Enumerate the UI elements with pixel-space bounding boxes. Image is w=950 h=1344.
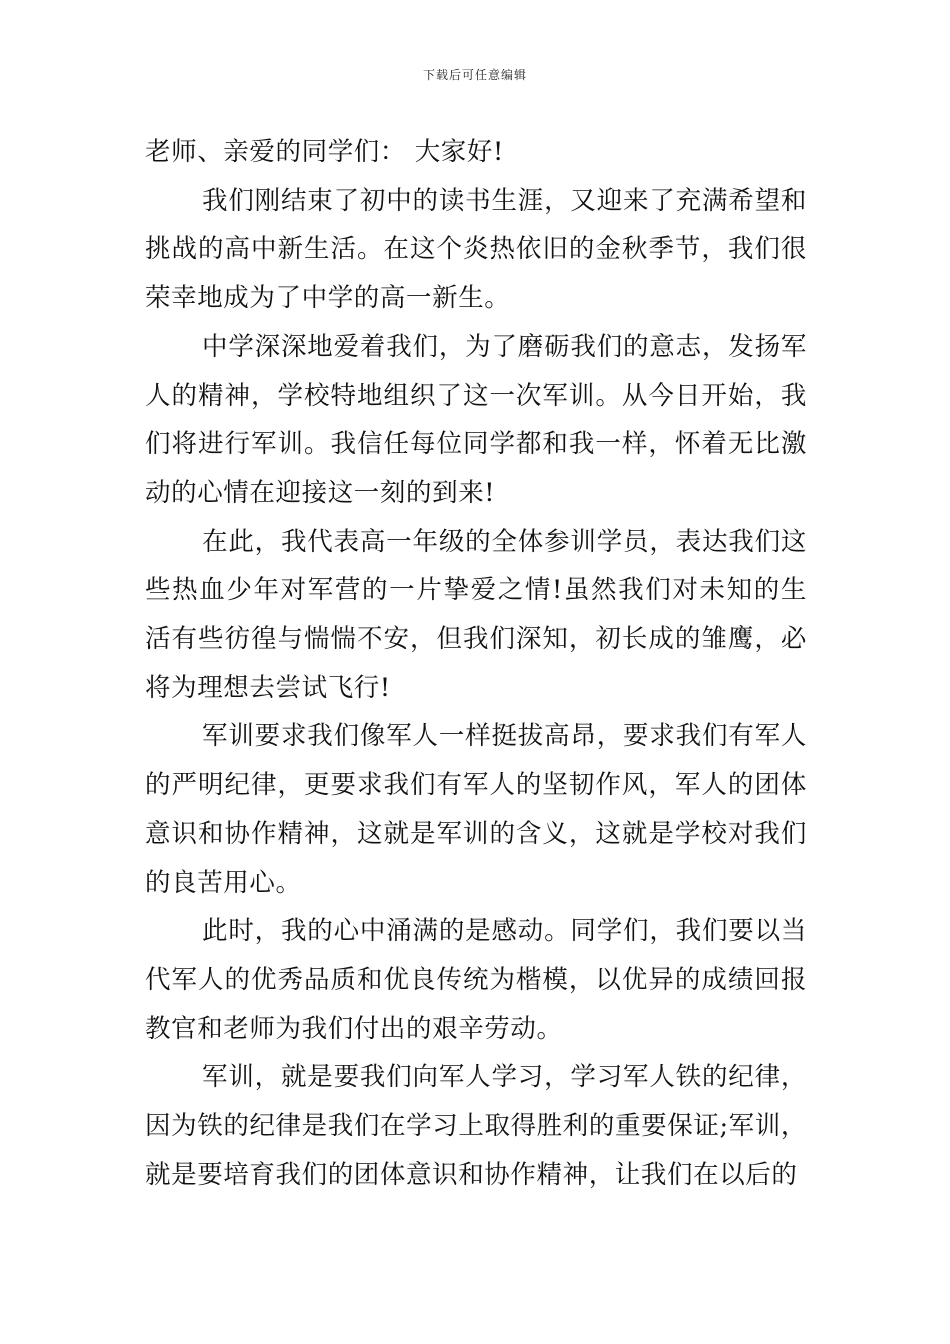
paragraph: 军训，就是要我们向军人学习，学习军人铁的纪律，因为铁的纪律是我们在学习上取得胜利的重要保证;军训，就是要培育我们的团体意识和协作精神，让我们在以后的 [145,1062,807,1190]
paragraph: 在此，我代表高一年级的全体参训学员，表达我们这些热血少年对军营的一片挚爱之情!虽然我们对未知的生活有些彷徨与惴惴不安，但我们深知，初长成的雏鹰，必将为理想去尝试飞行! [145,526,807,703]
paragraph: 军训要求我们像军人一样挺拔高昂，要求我们有军人的严明纪律，更要求我们有军人的坚韧作风，军人的团体意识和协作精神，这就是军训的含义，这就是学校对我们的良苦用心。 [145,721,807,898]
paragraph: 此时，我的心中涌满的是感动。同学们，我们要以当代军人的优秀品质和优良传统为楷模，以优异的成绩回报教官和老师为我们付出的艰辛劳动。 [145,916,807,1044]
paragraph: 我们刚结束了初中的读书生涯，又迎来了充满希望和挑战的高中新生活。在这个炎热依旧的金秋季节，我们很荣幸地成为了中学的高一新生。 [145,185,807,314]
document-body [145,128,807,1199]
greeting-line: 老师、亲爱的同学们： 大家好! [145,137,504,167]
download-note: 下载后可任意编辑 [422,68,527,82]
paragraph: 中学深深地爱着我们，为了磨砺我们的意志，发扬军人的精神，学校特地组织了这一次军训。从今日开始，我们将进行军训。我信任每位同学都和我一样，怀着无比激动的心情在迎接这一刻的到来! [145,331,807,508]
